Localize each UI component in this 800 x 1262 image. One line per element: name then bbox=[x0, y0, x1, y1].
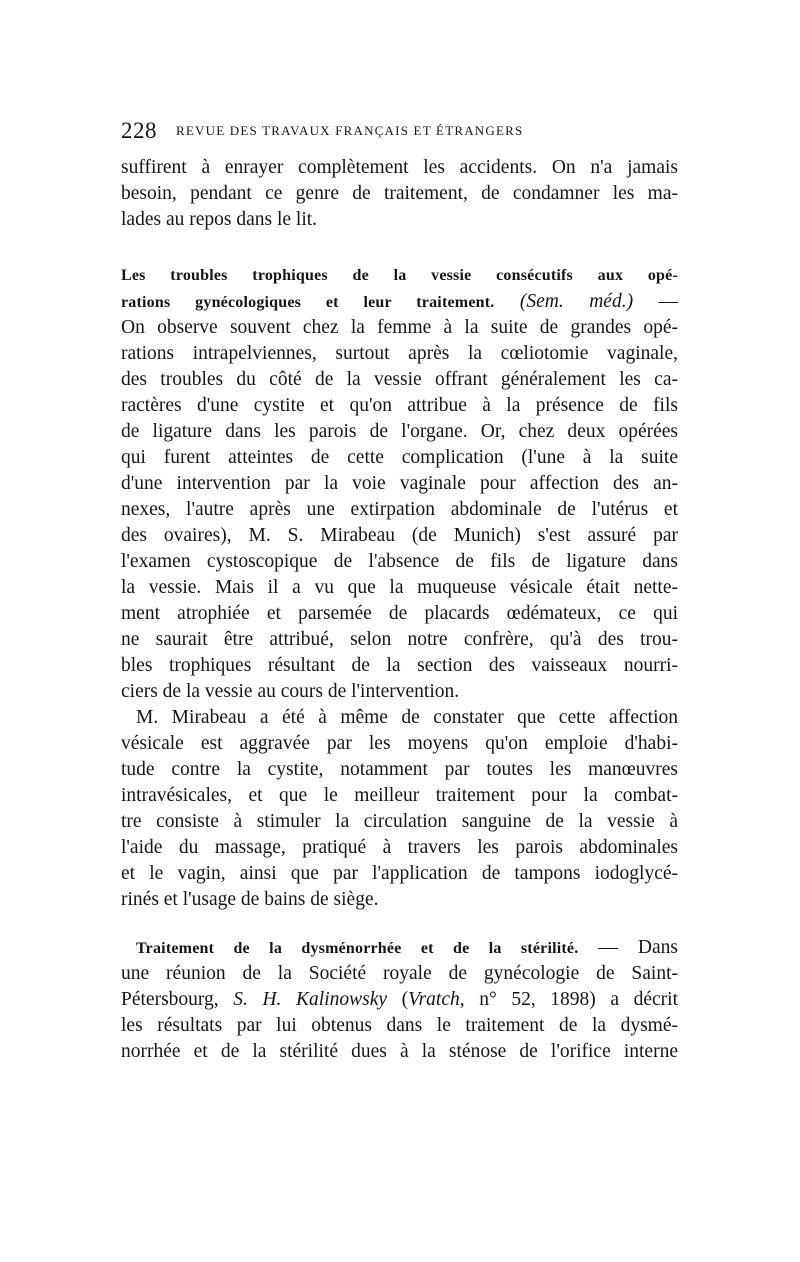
text-line: d'une intervention par la voie vaginale pour affection des an- bbox=[121, 473, 678, 494]
text-line: M. Mirabeau a été à même de constater que cette affection bbox=[136, 707, 678, 728]
text-line: intravésicales, et que le meilleur traitement pour la combat- bbox=[121, 785, 678, 806]
text-line: besoin, pendant ce genre de traitement, de condamner les ma- bbox=[121, 183, 678, 204]
text-line: ment atrophiée et parsemée de placards œdémateux, ce qui bbox=[121, 603, 678, 624]
text-line: ciers de la vessie au cours de l'intervention. bbox=[121, 681, 460, 702]
text-line: l'examen cystoscopique de l'absence de fils de ligature dans bbox=[121, 551, 678, 572]
text-line: ractères d'une cystite et qu'on attribue à la présence de fils bbox=[121, 395, 678, 416]
article-title-line bbox=[121, 935, 678, 961]
text-line: vésicale est aggravée par les moyens qu'on emploie d'habi- bbox=[121, 733, 678, 754]
article-title-continued: rations gynécologiques et leur traitement. bbox=[121, 294, 495, 311]
page-number: 228 bbox=[121, 118, 157, 143]
text-line: et le vagin, ainsi que par l'application de tampons iodoglycé- bbox=[121, 863, 678, 884]
text-line: des ovaires), M. S. Mirabeau (de Munich) s'est assuré par bbox=[121, 525, 678, 546]
text-line: tre consiste à stimuler la circulation sanguine de la vessie à bbox=[121, 811, 678, 832]
text-line: ne saurait être attribué, selon notre confrère, qu'à des trou- bbox=[121, 629, 678, 650]
text-line: lades au repos dans le lit. bbox=[121, 209, 318, 230]
text-line: de ligature dans les parois de l'organe. Or, chez deux opérées bbox=[121, 421, 678, 442]
text-line: bles trophiques résultant de la section des vaisseaux nourri- bbox=[121, 655, 678, 676]
text-line: rations intrapelviennes, surtout après la cœliotomie vaginale, bbox=[121, 343, 678, 364]
text-line: rinés et l'usage de bains de siège. bbox=[121, 889, 379, 910]
article-title: Les troubles trophiques de la vessie consécutifs aux opé- bbox=[121, 267, 678, 284]
text-line: les résultats par lui obtenus dans le traitement de la dysmé- bbox=[121, 1015, 678, 1036]
running-header bbox=[121, 116, 681, 146]
text-line: norrhée et de la stérilité dues à la sténose de l'orifice interne bbox=[121, 1041, 678, 1062]
text-fragment: ( bbox=[401, 989, 409, 1010]
text-line: qui furent atteintes de cette complication (l'une à la suite bbox=[121, 447, 678, 468]
article-source: (Sem. méd.) bbox=[519, 291, 634, 312]
text-line: suffirent à enrayer complètement les accidents. On n'a jamais bbox=[121, 157, 678, 178]
running-title: REVUE DES TRAVAUX FRANÇAIS ET ÉTRANGERS bbox=[176, 123, 524, 138]
text-line: nexes, l'autre après une extirpation abdominale de l'utérus et bbox=[121, 499, 678, 520]
text-fragment: Pétersbourg, bbox=[121, 989, 219, 1010]
article-dysmenorrhea bbox=[121, 935, 678, 1065]
text-fragment: , n° 52, 1898) a décrit bbox=[459, 989, 679, 1010]
article-title-line-2 bbox=[121, 289, 678, 315]
author-name: S. H. Kalinowsky bbox=[233, 989, 388, 1010]
title-rest: — Dans bbox=[598, 937, 678, 958]
text-line-with-citation bbox=[121, 987, 678, 1013]
text-line: l'aide du massage, pratiqué à travers les parois abdominales bbox=[121, 837, 678, 858]
intro-paragraph bbox=[121, 155, 678, 233]
title-dash: — bbox=[658, 291, 679, 312]
article-trophic-bladder bbox=[121, 263, 678, 913]
text-line: une réunion de la Société royale de gynécologie de Saint- bbox=[121, 963, 678, 984]
text-line: tude contre la cystite, notamment par toutes les manœuvres bbox=[121, 759, 678, 780]
text-line: des troubles du côté de la vessie offrant généralement les ca- bbox=[121, 369, 678, 390]
journal-name: Vratch bbox=[408, 989, 460, 1010]
text-line: la vessie. Mais il a vu que la muqueuse vésicale était nette- bbox=[121, 577, 678, 598]
article-title: Traitement de la dysménorrhée et de la stérilité. bbox=[136, 940, 579, 957]
text-line: On observe souvent chez la femme à la suite de grandes opé- bbox=[121, 317, 678, 338]
